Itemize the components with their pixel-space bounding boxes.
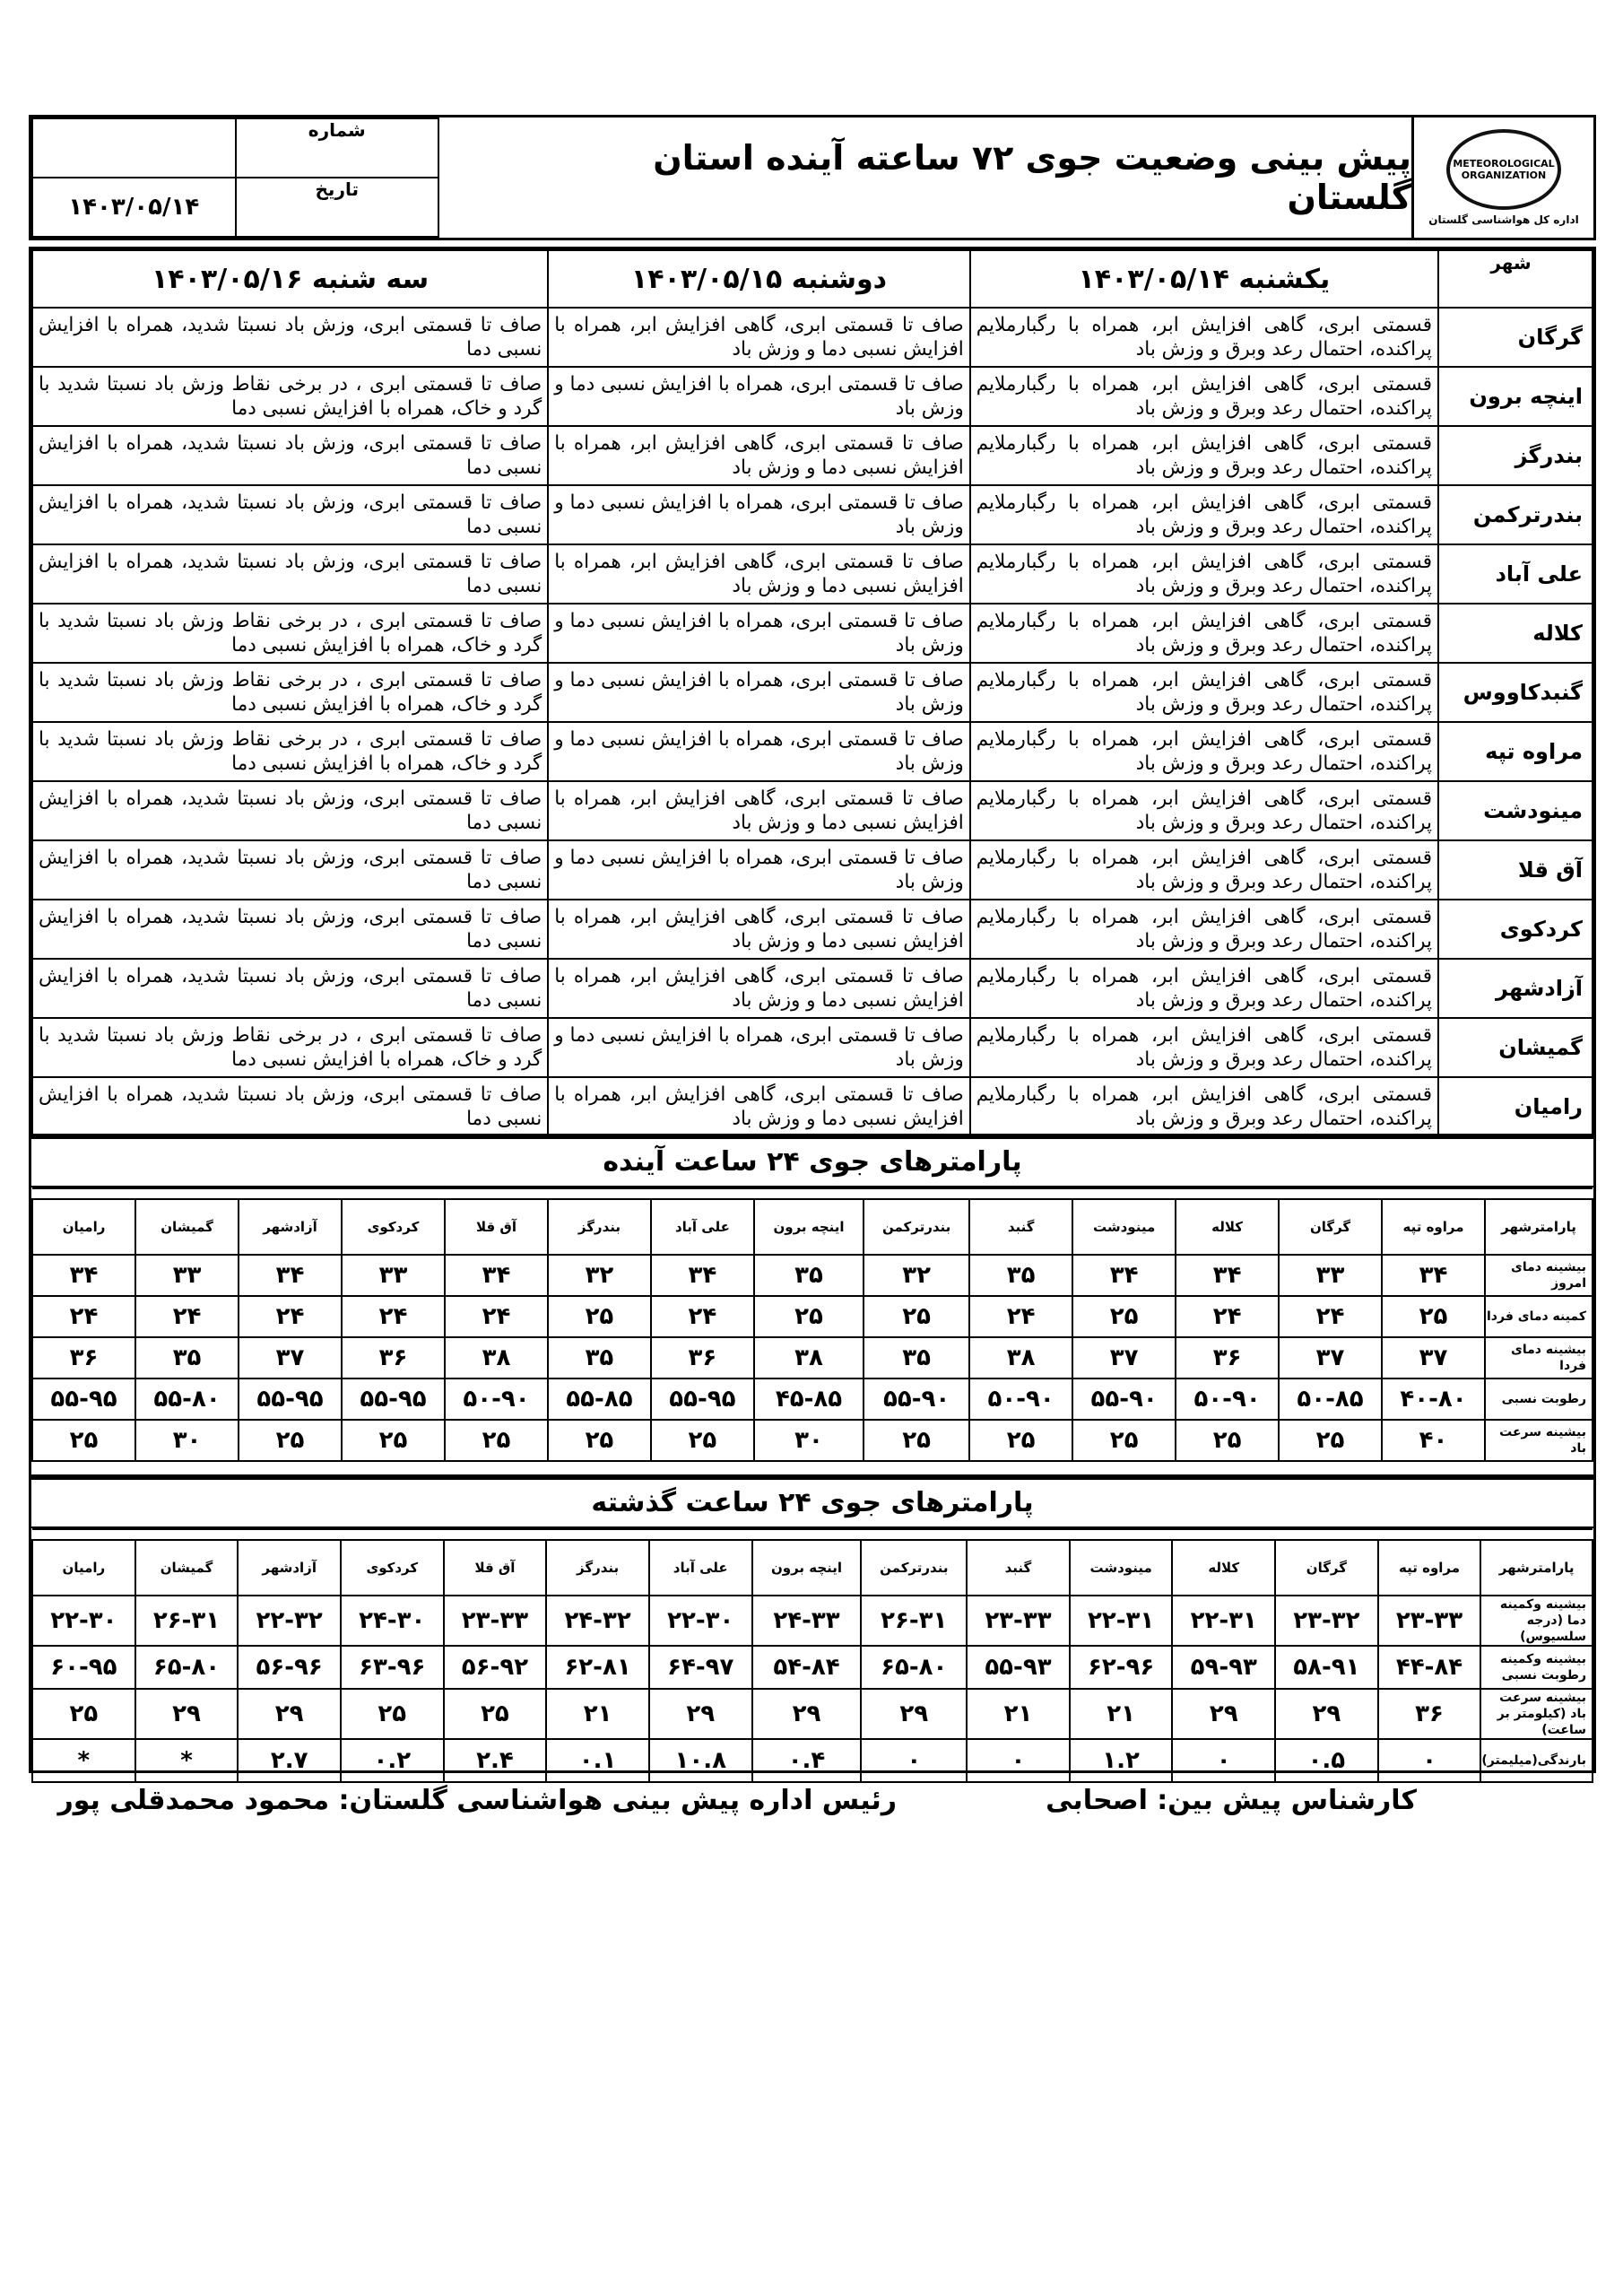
document-header <box>29 115 1596 240</box>
param-row <box>32 1337 1593 1378</box>
date-value: ۱۴۰۳/۰۵/۱۴ <box>32 178 236 237</box>
param-column-header: بندرگز <box>548 1199 651 1255</box>
spacer-row <box>32 1529 1593 1540</box>
param-value: ۲۵ <box>445 1420 548 1461</box>
param-value: ۲۵ <box>969 1420 1072 1461</box>
forecast-cell: قسمتی ابری، گاهی افزایش ابر، همراه با رگبارملایم پراکنده، احتمال رعد وبرق و وزش باد <box>970 367 1438 426</box>
forecast-cell: صاف تا قسمتی ابری، همراه با افزایش نسبی دما و وزش باد <box>548 367 970 426</box>
param-value: ۳۵ <box>969 1255 1072 1296</box>
forecast-cell: صاف تا قسمتی ابری، همراه با افزایش نسبی دما و وزش باد <box>548 604 970 663</box>
param-value: ۴۵-۸۵ <box>754 1378 864 1420</box>
param-value: ۵۶-۹۲ <box>444 1646 547 1689</box>
day-header: یکشنبه ۱۴۰۳/۰۵/۱۴ <box>970 250 1438 308</box>
param-row <box>32 1255 1593 1296</box>
forecast-cell: صاف تا قسمتی ابری، همراه با افزایش نسبی دما و وزش باد <box>548 485 970 544</box>
city-name: آق قلا <box>1438 840 1593 900</box>
forecast-table <box>29 247 1596 1136</box>
param-value: ۵۵-۹۵ <box>239 1378 342 1420</box>
param-value: ۲۲-۳۱ <box>1070 1596 1173 1646</box>
city-name: بندرترکمن <box>1438 485 1593 544</box>
param-value: ۲۵ <box>548 1296 651 1337</box>
forecast-cell: صاف تا قسمتی ابری ، در برخی نقاط وزش باد نسبتا شدید با گرد و خاک، همراه با افزایش نسبی دما <box>32 367 548 426</box>
forecast-cell: صاف تا قسمتی ابری، گاهی افزایش ابر، همراه با افزایش نسبی دما و وزش باد <box>548 426 970 485</box>
param-column-header: گنبد <box>967 1540 1070 1596</box>
param-column-header: بندرترکمن <box>864 1199 969 1255</box>
param-label: کمینه دمای فردا <box>1485 1296 1593 1337</box>
param-column-header: کلاله <box>1172 1540 1275 1596</box>
param-value: ۳۸ <box>445 1337 548 1378</box>
param-value: ۳۴ <box>445 1255 548 1296</box>
param-value: ۲۲-۳۱ <box>1172 1596 1275 1646</box>
param-value: ۳۷ <box>1382 1337 1485 1378</box>
param-column-header: رامیان <box>32 1540 135 1596</box>
param-value: ۲۳-۳۳ <box>967 1596 1070 1646</box>
city-header: شهر <box>1438 250 1593 308</box>
day-header: سه شنبه ۱۴۰۳/۰۵/۱۶ <box>32 250 548 308</box>
forecast-cell: صاف تا قسمتی ابری، همراه با افزایش نسبی دما و وزش باد <box>548 663 970 722</box>
param-value: ۲۵ <box>1072 1420 1176 1461</box>
forecast-cell: صاف تا قسمتی ابری ، در برخی نقاط وزش باد نسبتا شدید با گرد و خاک، همراه با افزایش نسبی دما <box>32 663 548 722</box>
param-row <box>32 1739 1593 1782</box>
param-value: ۲۶-۳۱ <box>135 1596 239 1646</box>
param-value: ۲۵ <box>754 1296 864 1337</box>
forecast-cell: صاف تا قسمتی ابری، گاهی افزایش ابر، همراه با افزایش نسبی دما و وزش باد <box>548 1077 970 1136</box>
param-value: ۳۴ <box>1176 1255 1279 1296</box>
forecast-cell: صاف تا قسمتی ابری، گاهی افزایش ابر، همراه با افزایش نسبی دما و وزش باد <box>548 308 970 367</box>
param-value: ۲۳-۳۲ <box>1275 1596 1378 1646</box>
forecast-cell: قسمتی ابری، گاهی افزایش ابر، همراه با رگبارملایم پراکنده، احتمال رعد وبرق و وزش باد <box>970 308 1438 367</box>
forecast-cell: صاف تا قسمتی ابری، همراه با افزایش نسبی دما و وزش باد <box>548 840 970 900</box>
param-value: ۲۵ <box>342 1420 445 1461</box>
param-column-header: آق قلا <box>445 1199 548 1255</box>
param-value: ۵۹-۹۳ <box>1172 1646 1275 1689</box>
param-value: ۲۵ <box>864 1296 969 1337</box>
param-value: ۰ <box>861 1739 967 1782</box>
param-column-header: گمیشان <box>135 1540 239 1596</box>
page-title: پیش بینی وضعیت جوی ۷۲ ساعته آینده استان گلستان <box>653 138 1411 217</box>
forecast-cell: صاف تا قسمتی ابری ، در برخی نقاط وزش باد نسبتا شدید با گرد و خاک، همراه با افزایش نسبی دما <box>32 604 548 663</box>
param-value: ۳۰ <box>135 1420 239 1461</box>
param-value: ۲۱ <box>546 1689 649 1739</box>
city-name: رامیان <box>1438 1077 1593 1136</box>
param-value: ۲۵ <box>341 1689 444 1739</box>
param-value: ۲۵ <box>1279 1420 1382 1461</box>
param-value: ۳۸ <box>754 1337 864 1378</box>
forecast-cell: صاف تا قسمتی ابری، وزش باد نسبتا شدید، همراه با افزایش نسبی دما <box>32 544 548 604</box>
param-value: ۶۳-۹۶ <box>341 1646 444 1689</box>
params-next-24h <box>29 1136 1596 1477</box>
forecast-row <box>32 485 1593 544</box>
param-value: ۵۴-۸۴ <box>752 1646 862 1689</box>
params-past-24h <box>29 1477 1596 1773</box>
head-signature: رئیس اداره پیش بینی هواشناسی گلستان: محمود محمدقلی پور <box>57 1785 897 1816</box>
param-column-header: گمیشان <box>135 1199 239 1255</box>
param-value: ۲۴ <box>135 1296 239 1337</box>
param-label: بارندگی(میلیمتر) <box>1480 1739 1593 1782</box>
param-value: ۱۰.۸ <box>649 1739 752 1782</box>
param-value: ۳۳ <box>135 1255 239 1296</box>
spacer-cell <box>32 1188 1593 1199</box>
forecast-cell: قسمتی ابری، گاهی افزایش ابر، همراه با رگبارملایم پراکنده، احتمال رعد وبرق و وزش باد <box>970 722 1438 781</box>
param-column-header: پارامترشهر <box>1480 1540 1593 1596</box>
param-header-row <box>32 1540 1593 1596</box>
forecast-row <box>32 1077 1593 1136</box>
param-value: ۵۰-۸۵ <box>1279 1378 1382 1420</box>
param-column-header: بندرگز <box>546 1540 649 1596</box>
param-value: ۲۵ <box>548 1420 651 1461</box>
param-value: ۱.۲ <box>1070 1739 1173 1782</box>
param-value: ۲۹ <box>861 1689 967 1739</box>
param-value: ۲۴-۳۰ <box>341 1596 444 1646</box>
forecast-cell: صاف تا قسمتی ابری ، در برخی نقاط وزش باد نسبتا شدید با گرد و خاک، همراه با افزایش نسبی دما <box>32 722 548 781</box>
city-name: علی آباد <box>1438 544 1593 604</box>
param-value: ۳۳ <box>1279 1255 1382 1296</box>
forecast-row <box>32 722 1593 781</box>
param-value: ۵۵-۹۵ <box>342 1378 445 1420</box>
param-value: ۲۴ <box>342 1296 445 1337</box>
param-label: بیشینه دمای فردا <box>1485 1337 1593 1378</box>
logo-emblem-icon <box>1446 129 1561 210</box>
params-past-title: پارامترهای جوی ۲۴ ساعت گذشته <box>31 1480 1593 1528</box>
param-value: ۳۴ <box>239 1255 342 1296</box>
param-value: ۰ <box>967 1739 1070 1782</box>
param-row <box>32 1378 1593 1420</box>
param-column-header: پارامترشهر <box>1485 1199 1593 1255</box>
city-name: آزادشهر <box>1438 959 1593 1018</box>
logo-caption: اداره کل هواشناسی گلستان <box>1428 213 1579 226</box>
forecast-cell: صاف تا قسمتی ابری، وزش باد نسبتا شدید، همراه با افزایش نسبی دما <box>32 840 548 900</box>
param-value: ۵۵-۹۵ <box>651 1378 754 1420</box>
param-value: ۳۶ <box>342 1337 445 1378</box>
param-column-header: کلاله <box>1176 1199 1279 1255</box>
forecast-cell: صاف تا قسمتی ابری، گاهی افزایش ابر، همراه با افزایش نسبی دما و وزش باد <box>548 959 970 1018</box>
param-header-row <box>32 1199 1593 1255</box>
param-row <box>32 1296 1593 1337</box>
param-value: ۲۹ <box>649 1689 752 1739</box>
param-value: ۲.۷ <box>238 1739 341 1782</box>
number-label: شماره <box>236 118 439 178</box>
forecast-cell: صاف تا قسمتی ابری، وزش باد نسبتا شدید، همراه با افزایش نسبی دما <box>32 900 548 959</box>
forecast-cell: صاف تا قسمتی ابری، همراه با افزایش نسبی دما و وزش باد <box>548 722 970 781</box>
param-column-header: گرگان <box>1279 1199 1382 1255</box>
forecast-cell: قسمتی ابری، گاهی افزایش ابر، همراه با رگبارملایم پراکنده، احتمال رعد وبرق و وزش باد <box>970 544 1438 604</box>
param-value: ۲۴-۳۳ <box>752 1596 862 1646</box>
param-value: ۲۵ <box>239 1420 342 1461</box>
forecast-cell: قسمتی ابری، گاهی افزایش ابر، همراه با رگبارملایم پراکنده، احتمال رعد وبرق و وزش باد <box>970 604 1438 663</box>
param-value: ۲۵ <box>1176 1420 1279 1461</box>
param-value: ۲۴ <box>651 1296 754 1337</box>
param-value: ۲۵ <box>32 1420 135 1461</box>
param-value: ۴۰-۸۰ <box>1382 1378 1485 1420</box>
forecast-row <box>32 544 1593 604</box>
forecast-cell: قسمتی ابری، گاهی افزایش ابر، همراه با رگبارملایم پراکنده، احتمال رعد وبرق و وزش باد <box>970 781 1438 840</box>
forecast-row <box>32 663 1593 722</box>
forecast-row <box>32 367 1593 426</box>
param-value: ۲.۴ <box>444 1739 547 1782</box>
param-value: ۶۲-۸۱ <box>546 1646 649 1689</box>
param-value: ۲۵ <box>864 1420 969 1461</box>
spacer-row <box>32 1188 1593 1199</box>
forecast-row <box>32 840 1593 900</box>
forecast-cell: قسمتی ابری، گاهی افزایش ابر، همراه با رگبارملایم پراکنده، احتمال رعد وبرق و وزش باد <box>970 840 1438 900</box>
param-value: ۲۹ <box>1275 1689 1378 1739</box>
param-value: ۰.۵ <box>1275 1739 1378 1782</box>
param-value: ۵۵-۸۰ <box>135 1378 239 1420</box>
date-label: تاریخ <box>236 178 439 237</box>
param-value: ۲۱ <box>1070 1689 1173 1739</box>
param-value: ۲۲-۳۰ <box>32 1596 135 1646</box>
param-value: ۲۴-۳۲ <box>546 1596 649 1646</box>
forecast-row <box>32 604 1593 663</box>
param-row <box>32 1596 1593 1646</box>
meta-box <box>31 117 439 238</box>
param-column-header: اینچه برون <box>754 1199 864 1255</box>
param-value: ۳۶ <box>1176 1337 1279 1378</box>
forecast-cell: صاف تا قسمتی ابری، گاهی افزایش ابر، همراه با افزایش نسبی دما و وزش باد <box>548 900 970 959</box>
param-value: ۵۶-۹۶ <box>238 1646 341 1689</box>
param-value: ۳۴ <box>651 1255 754 1296</box>
param-value: ۵۵-۹۵ <box>32 1378 135 1420</box>
param-value: ۰.۲ <box>341 1739 444 1782</box>
param-value: ۲۶-۳۱ <box>861 1596 967 1646</box>
city-name: گرگان <box>1438 308 1593 367</box>
spacer-cell <box>32 1529 1593 1540</box>
param-value: ۶۵-۸۰ <box>861 1646 967 1689</box>
forecast-cell: صاف تا قسمتی ابری، وزش باد نسبتا شدید، همراه با افزایش نسبی دما <box>32 1077 548 1136</box>
param-column-header: کردکوی <box>342 1199 445 1255</box>
param-value: ۲۴ <box>445 1296 548 1337</box>
param-value: ۳۳ <box>342 1255 445 1296</box>
param-value: ۴۰ <box>1382 1420 1485 1461</box>
param-value: ۳۴ <box>1382 1255 1485 1296</box>
city-name: اینچه برون <box>1438 367 1593 426</box>
param-value: ۳۵ <box>135 1337 239 1378</box>
param-value: * <box>135 1739 239 1782</box>
param-column-header: گنبد <box>969 1199 1072 1255</box>
forecast-row <box>32 426 1593 485</box>
param-value: ۰ <box>1172 1739 1275 1782</box>
param-value: ۲۴ <box>969 1296 1072 1337</box>
forecast-cell: صاف تا قسمتی ابری ، در برخی نقاط وزش باد نسبتا شدید با گرد و خاک، همراه با افزایش نسبی دما <box>32 1018 548 1077</box>
param-column-header: علی آباد <box>651 1199 754 1255</box>
param-column-header: مراوه تپه <box>1382 1199 1485 1255</box>
param-label: بیشینه وکمینه رطوبت نسبی <box>1480 1646 1593 1689</box>
param-value: ۲۵ <box>651 1420 754 1461</box>
param-value: ۳۸ <box>969 1337 1072 1378</box>
param-column-header: آزادشهر <box>239 1199 342 1255</box>
forecast-cell: قسمتی ابری، گاهی افزایش ابر، همراه با رگبارملایم پراکنده، احتمال رعد وبرق و وزش باد <box>970 959 1438 1018</box>
param-value: ۰ <box>1378 1739 1481 1782</box>
param-value: ۲۵ <box>32 1689 135 1739</box>
param-value: ۵۰-۹۰ <box>1176 1378 1279 1420</box>
param-value: ۵۵-۹۰ <box>1072 1378 1176 1420</box>
param-value: ۲۳-۳۳ <box>444 1596 547 1646</box>
forecast-row <box>32 308 1593 367</box>
forecast-cell: صاف تا قسمتی ابری، وزش باد نسبتا شدید، همراه با افزایش نسبی دما <box>32 426 548 485</box>
organization-logo <box>1411 117 1593 238</box>
param-value: ۲۹ <box>1172 1689 1275 1739</box>
param-value: ۵۵-۹۰ <box>864 1378 969 1420</box>
param-label: بیشینه وکمینه دما (درجه سلسیوس) <box>1480 1596 1593 1646</box>
forecast-row <box>32 781 1593 840</box>
param-column-header: گرگان <box>1275 1540 1378 1596</box>
param-value: ۳۷ <box>1279 1337 1382 1378</box>
param-value: ۲۲-۳۲ <box>238 1596 341 1646</box>
param-value: ۶۵-۸۰ <box>135 1646 239 1689</box>
param-value: ۵۰-۹۰ <box>969 1378 1072 1420</box>
param-value: ۲۴ <box>239 1296 342 1337</box>
param-value: ۳۲ <box>864 1255 969 1296</box>
param-value: ۴۴-۸۴ <box>1378 1646 1481 1689</box>
city-name: مینودشت <box>1438 781 1593 840</box>
city-name: کردکوی <box>1438 900 1593 959</box>
param-label: بیشینه سرعت باد (کیلومتر بر ساعت) <box>1480 1689 1593 1739</box>
param-value: ۰.۴ <box>752 1739 862 1782</box>
param-value: ۳۰ <box>754 1420 864 1461</box>
param-column-header: مینودشت <box>1072 1199 1176 1255</box>
param-column-header: آزادشهر <box>238 1540 341 1596</box>
param-value: ۳۶ <box>32 1337 135 1378</box>
forecast-cell: صاف تا قسمتی ابری، وزش باد نسبتا شدید، همراه با افزایش نسبی دما <box>32 959 548 1018</box>
param-value: ۲۴ <box>1279 1296 1382 1337</box>
forecast-row <box>32 1018 1593 1077</box>
city-name: بندرگز <box>1438 426 1593 485</box>
param-value: ۳۷ <box>1072 1337 1176 1378</box>
param-value: ۲۲-۳۰ <box>649 1596 752 1646</box>
param-column-header: مراوه تپه <box>1378 1540 1481 1596</box>
param-column-header: مینودشت <box>1070 1540 1173 1596</box>
param-value: ۲۴ <box>1176 1296 1279 1337</box>
param-value: * <box>32 1739 135 1782</box>
param-value: ۳۶ <box>651 1337 754 1378</box>
forecaster-signature: کارشناس پیش بین: اصحابی <box>1046 1785 1417 1816</box>
param-label: بیشینه سرعت باد <box>1485 1420 1593 1461</box>
param-column-header: علی آباد <box>649 1540 752 1596</box>
param-row <box>32 1646 1593 1689</box>
param-value: ۶۰-۹۵ <box>32 1646 135 1689</box>
param-value: ۲۹ <box>135 1689 239 1739</box>
param-value: ۶۴-۹۷ <box>649 1646 752 1689</box>
city-name: گنبدکاووس <box>1438 663 1593 722</box>
param-value: ۲۳-۳۳ <box>1378 1596 1481 1646</box>
param-column-header: کردکوی <box>341 1540 444 1596</box>
param-value: ۵۵-۸۵ <box>548 1378 651 1420</box>
param-value: ۶۲-۹۶ <box>1070 1646 1173 1689</box>
param-value: ۳۵ <box>864 1337 969 1378</box>
param-value: ۰.۱ <box>546 1739 649 1782</box>
param-column-header: بندرترکمن <box>861 1540 967 1596</box>
forecast-row <box>32 900 1593 959</box>
param-value: ۵۵-۹۳ <box>967 1646 1070 1689</box>
param-value: ۳۵ <box>754 1255 864 1296</box>
forecast-cell: صاف تا قسمتی ابری، وزش باد نسبتا شدید، همراه با افزایش نسبی دما <box>32 781 548 840</box>
param-value: ۳۲ <box>548 1255 651 1296</box>
param-value: ۲۵ <box>1072 1296 1176 1337</box>
param-value: ۲۴ <box>32 1296 135 1337</box>
footer <box>29 1785 1596 1830</box>
param-label: رطوبت نسبی <box>1485 1378 1593 1420</box>
forecast-cell: قسمتی ابری، گاهی افزایش ابر، همراه با رگبارملایم پراکنده، احتمال رعد وبرق و وزش باد <box>970 1018 1438 1077</box>
forecast-cell: قسمتی ابری، گاهی افزایش ابر، همراه با رگبارملایم پراکنده، احتمال رعد وبرق و وزش باد <box>970 485 1438 544</box>
param-label: بیشینه دمای امروز <box>1485 1255 1593 1296</box>
params-next-title: پارامترهای جوی ۲۴ ساعت آینده <box>31 1139 1593 1187</box>
forecast-cell: صاف تا قسمتی ابری، گاهی افزایش ابر، همراه با افزایش نسبی دما و وزش باد <box>548 781 970 840</box>
number-value <box>32 118 236 178</box>
forecast-cell: قسمتی ابری، گاهی افزایش ابر، همراه با رگبارملایم پراکنده، احتمال رعد وبرق و وزش باد <box>970 900 1438 959</box>
param-value: ۲۱ <box>967 1689 1070 1739</box>
forecast-cell: صاف تا قسمتی ابری، همراه با افزایش نسبی دما و وزش باد <box>548 1018 970 1077</box>
param-value: ۲۹ <box>752 1689 862 1739</box>
forecast-cell: صاف تا قسمتی ابری، گاهی افزایش ابر، همراه با افزایش نسبی دما و وزش باد <box>548 544 970 604</box>
forecast-cell: صاف تا قسمتی ابری، وزش باد نسبتا شدید، همراه با افزایش نسبی دما <box>32 485 548 544</box>
day-header: دوشنبه ۱۴۰۳/۰۵/۱۵ <box>548 250 970 308</box>
forecast-cell: قسمتی ابری، گاهی افزایش ابر، همراه با رگبارملایم پراکنده، احتمال رعد وبرق و وزش باد <box>970 1077 1438 1136</box>
param-value: ۲۵ <box>1382 1296 1485 1337</box>
forecast-cell: قسمتی ابری، گاهی افزایش ابر، همراه با رگبارملایم پراکنده، احتمال رعد وبرق و وزش باد <box>970 426 1438 485</box>
city-name: مراوه تپه <box>1438 722 1593 781</box>
param-value: ۵۸-۹۱ <box>1275 1646 1378 1689</box>
param-column-header: آق قلا <box>444 1540 547 1596</box>
param-column-header: رامیان <box>32 1199 135 1255</box>
param-value: ۲۹ <box>238 1689 341 1739</box>
param-column-header: اینچه برون <box>752 1540 862 1596</box>
param-value: ۳۶ <box>1378 1689 1481 1739</box>
city-name: کلاله <box>1438 604 1593 663</box>
param-value: ۵۰-۹۰ <box>445 1378 548 1420</box>
forecast-cell: قسمتی ابری، گاهی افزایش ابر، همراه با رگبارملایم پراکنده، احتمال رعد وبرق و وزش باد <box>970 663 1438 722</box>
param-value: ۳۴ <box>32 1255 135 1296</box>
forecast-cell: صاف تا قسمتی ابری، وزش باد نسبتا شدید، همراه با افزایش نسبی دما <box>32 308 548 367</box>
logo-text: METEOROLOGICAL ORGANIZATION <box>1453 158 1555 181</box>
param-value: ۳۵ <box>548 1337 651 1378</box>
city-name: گمیشان <box>1438 1018 1593 1077</box>
param-value: ۲۵ <box>444 1689 547 1739</box>
param-row <box>32 1420 1593 1461</box>
param-value: ۳۴ <box>1072 1255 1176 1296</box>
forecast-row <box>32 959 1593 1018</box>
param-row <box>32 1689 1593 1739</box>
param-value: ۳۷ <box>239 1337 342 1378</box>
